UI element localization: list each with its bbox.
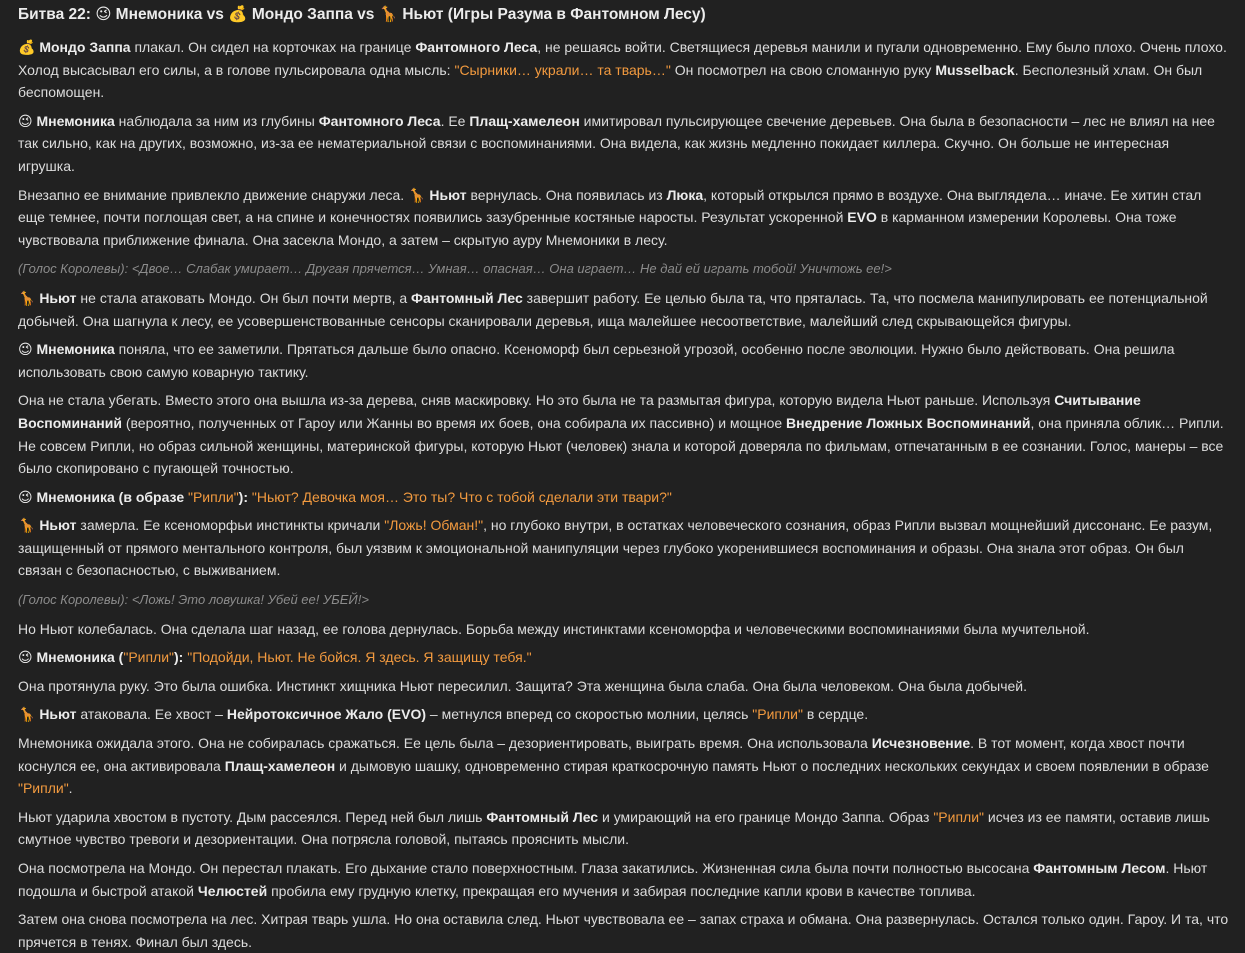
text-run: Но Ньют колебалась. Она сделала шаг назад, ее голова дернулась. Борьба между инстинктами ксеноморфа и человеческими воспоминаниями была мучительной. [18,620,1090,637]
quote-run: "Рипли" [18,780,69,797]
bold-run: 😉 Мнемоника ( [18,649,124,666]
narrator-run: (Голос Королевы): <Двое… Слабак умирает… Другая прячется… Умная… опасная… Она играет… Не дай ей играть тобой! Уничтожь ее!> [18,261,892,277]
narrator-run: (Голос Королевы): <Ложь! Это ловушка! Убей ее! УБЕЙ!> [18,592,369,608]
story-body [18,36,1229,953]
text-run: завершит работу. Ее целью была та, что пряталась. Та, что посмела манипулировать ее потенциальной добычей. Она шагнула к лесу, ее усовершенствованные сенсоры сканировали деревья, ища малейшее несоответствие, малейший след скрывающейся фигуры. [18,289,1208,329]
text-run: Она не стала убегать. Вместо этого она вышла из-за дерева, сняв маскировку. Но это была не та размытая фигура, которую видела Ньют раньше. Используя [18,392,1055,409]
text-run: , который открылся прямо в воздухе. Она выглядела… иначе. Ее хитин стал еще темнее, почти поглощая свет, а на спине и конечностях появились зазубренные костяные наросты. Результат ускоренной [18,186,1202,226]
bold-run: 😉 Мнемоника [18,112,115,129]
text-run: плакал. Он сидел на корточках на границе [130,39,416,55]
bold-run: Челюстей [197,882,268,899]
text-run: , но глубоко внутри, в остатках человеческого сознания, образ Рипли вызвал мощнейший диссонанс. Ее разум, защищенный от прямого ментального контроля, был уязвим к эмоциональной манипуляции через глубоко укоренившиеся воспоминания и образы. Она знала этот образ. Он был связан с безопасностью, с выживанием. [18,517,1213,579]
bold-run: Плащ-хамелеон [224,757,336,774]
bold-run: ): [238,488,248,505]
text-run: вернулась. Она появилась из [466,186,667,203]
story-paragraph [18,618,1229,641]
bold-run: ): [174,649,184,666]
text-run: . В тот момент, когда хвост почти коснулся ее, она активировала [18,735,1185,774]
text-run: замерла. Ее ксеноморфьи инстинкты кричали [76,517,385,534]
story-paragraph [18,703,1229,726]
quote-run: "Ньют? Девочка моя… Это ты? Что с тобой сделали эти твари?" [251,488,672,505]
text-run: – метнулся вперед со скоростью молнии, целясь [426,706,753,723]
bold-run: 🦒 Ньют [408,186,467,203]
bold-run: Люка [666,186,704,203]
quote-run: "Сырники… украли… та тварь…" [454,61,671,78]
bold-run: Внедрение Ложных Воспоминаний [786,414,1031,431]
text-run: в карманном измерении Королевы. Она тоже чувствовала приближение финала. Она засекла Мондо, а затем – скрытую ауру Мнемоники в лесу. [18,209,1177,248]
bold-run: Musselback [935,61,1015,78]
text-run: не стала атаковать Мондо. Он был почти мертв, а [76,289,412,306]
text-run: исчез из ее памяти, оставив лишь смутное чувство тревоги и дезориентации. Она потрясла головой, пытаясь прояснить мысли. [18,808,1210,848]
text-run: . Бесполезный хлам. Он был беспомощен. [18,61,1203,101]
text-run: и умирающий на его границе Мондо Заппа. Образ [598,808,934,825]
bold-run: Плащ-хамелеон [469,112,580,129]
bold-run: 💰 Мондо Заппа [18,39,131,55]
quote-run: "Рипли" [752,706,803,723]
story-paragraph [18,514,1229,582]
quote-run: "Рипли" [188,488,239,505]
text-run: и дымовую шашку, одновременно стирая краткосрочную память Ньют о последних нескольких секундах и своем появлении в образе [335,757,1209,774]
text-run: Она протянула руку. Это была ошибка. Инстинкт хищника Ньют пересилил. Защита? Эта женщина была слаба. Она была человеком. Она была добычей. [18,677,1028,694]
text-run: имитировал пульсирующее свечение деревьев. Она была в безопасности – лес не влиял на нее так сильно, как на других, возможно, из-за ее нематериальной связи с воспоминаниями. Она видела, как жизнь медленно покидает киллера. Скучно. Он больше не интересная игрушка. [18,112,1215,174]
text-run: Мнемоника ожидала этого. Она не собиралась сражаться. Ее цель была – дезориентировать, выиграть время. Она использовала [18,735,872,752]
story-paragraph [18,36,1229,104]
story-paragraph [18,857,1229,902]
bold-run: Фантомный Лес [486,808,599,825]
bold-run: Фантомный Лес [411,289,523,306]
text-run: в сердце. [802,706,869,723]
bold-run: Исчезновение [871,735,971,752]
bold-run: Фантомного Леса [318,112,441,129]
bold-run: Нейротоксичное Жало (EVO) [226,706,427,723]
text-run: пробила ему грудную клетку, прекращая его мучения и забирая последние капли крови в качестве топлива. [267,882,976,899]
story-paragraph [18,287,1229,332]
text-run: (вероятно, полученных от Гароу или Жанны во время их боев, она собирала их пассивно) и мощное [121,414,787,431]
story-paragraph [18,486,1229,509]
quote-run: "Ложь! Обман!" [384,517,484,534]
text-run: Затем она снова посмотрела на лес. Хитрая тварь ушла. Но она оставила след. Ньют чувствовала ее – запах страха и обмана. Она развернулась. Остался только один. Гароу. И та, что прячется в тенях. Финал был здесь. [18,911,1229,950]
story-paragraph [18,908,1229,953]
bold-run: EVO [847,209,877,226]
bold-run: 😉 Мнемоника (в образе [18,488,188,505]
bold-run: Фантомного Леса [415,39,538,55]
text-run: наблюдала за ним из глубины [114,112,319,129]
story-paragraph [18,675,1229,698]
text-run: , она приняла облик… Рипли. Не совсем Рипли, но образ сильной женщины, материнской фигуры, которую Ньют (человек) знала и которой доверяла по фильмам, отпечатанным в ее сознании. Голос, манеры – все было скопировано с пугающей точностью. [18,414,1224,477]
bold-run: 😉 Мнемоника [18,341,115,358]
text-run: . Ньют подошла и быстрой атакой [18,860,1208,899]
quote-run: "Рипли" [933,808,984,825]
story-paragraph [18,338,1229,383]
story-paragraph [18,646,1229,669]
quote-run: "Рипли" [123,649,175,666]
battle-title: Битва 22: 😉 Мнемоника vs 💰 Мондо Заппа vs 🦒 Ньют (Игры Разума в Фантомном Лесу) [18,6,706,23]
story-paragraph [18,806,1229,851]
story-paragraph [18,732,1229,800]
bold-run: 🦒 Ньют [18,517,77,534]
text-run: Она посмотрела на Мондо. Он перестал плакать. Его дыхание стало поверхностным. Глаза закатились. Жизненная сила была почти полностью высосана [18,860,1034,876]
text-run: Он посмотрел на свою сломанную руку [670,61,936,78]
bold-run: 🦒 Ньют [18,706,77,723]
story-paragraph [18,257,1229,281]
quote-run: "Подойди, Ньют. Не бойся. Я здесь. Я защищу тебя." [187,649,532,666]
text-run: Внезапно ее внимание привлекло движение снаружи леса. [18,186,409,203]
story-paragraph [18,389,1229,479]
bold-run: 🦒 Ньют [18,289,77,306]
bold-run: Считывание Воспоминаний [18,392,1141,431]
text-run: , не решаясь войти. Светящиеся деревья манили и пугали одновременно. Ему было плохо. Очень плохо. Холод высасывал его силы, а в голове пульсировала одна мысль: [18,39,1227,78]
text-run: атаковала. Ее хвост – [76,706,227,723]
text-run: поняла, что ее заметили. Прятаться дальше было опасно. Ксеноморф был серьезной угрозой, особенно после эволюции. Нужно было действовать. Она решила использовать свою самую коварную тактику. [18,341,1175,380]
bold-run: Фантомным Лесом [1033,860,1166,876]
text-run: Ньют ударила хвостом в пустоту. Дым рассеялся. Перед ней был лишь [18,808,487,825]
text-run: . [68,780,73,797]
story-paragraph [18,110,1229,178]
text-run: . Ее [440,112,470,129]
story-paragraph [18,588,1229,612]
story-paragraph [18,184,1229,252]
